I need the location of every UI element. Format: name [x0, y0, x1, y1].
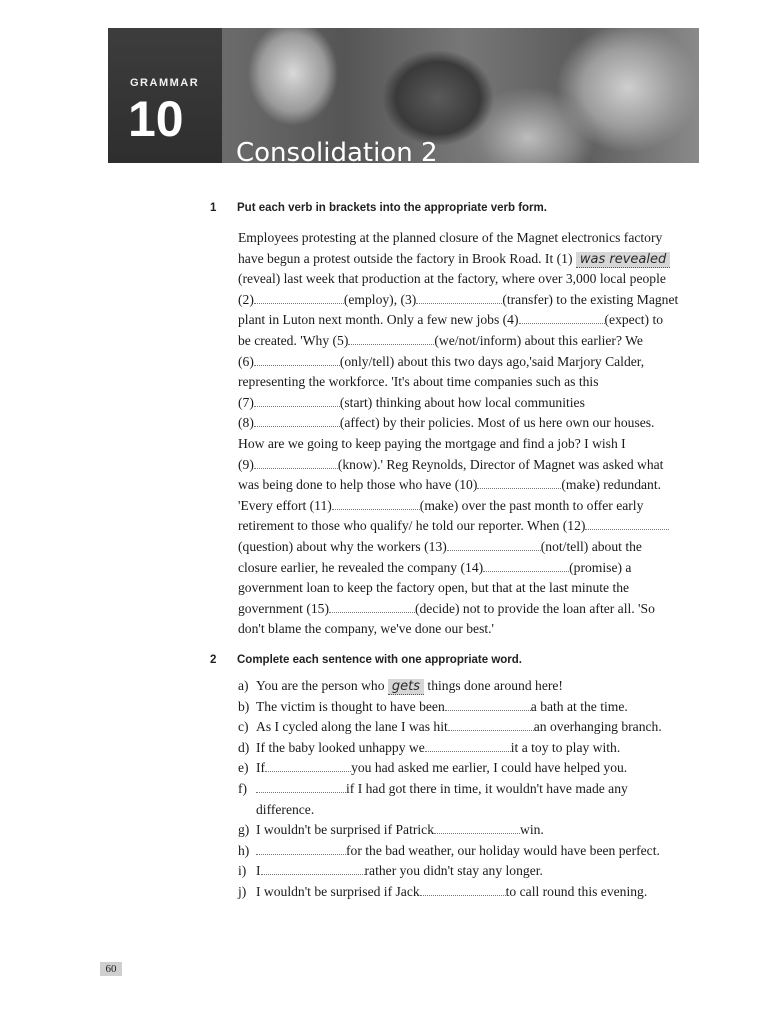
text-run: I: [256, 863, 261, 879]
answer-blank[interactable]: [445, 698, 531, 711]
answer-blank[interactable]: [425, 739, 511, 752]
paragraph-line: [238, 516, 700, 537]
text-run: government loan to keep the factory open, but that at the last minute the: [238, 580, 630, 596]
exercise-1-number: 1: [210, 202, 217, 214]
item-label: i): [238, 863, 247, 879]
answer-blank[interactable]: [483, 559, 569, 572]
answer-blank[interactable]: [256, 780, 346, 793]
text-run: an overhanging branch.: [533, 719, 662, 735]
text-run: 'Every effort (11): [238, 497, 332, 513]
text-run: have begun a protest outside the factory in Brook Road. It (1): [238, 250, 576, 266]
item-label: h): [238, 842, 250, 858]
text-run: (7): [238, 394, 254, 410]
text-run: As I cycled along the lane I was hit: [256, 719, 448, 735]
text-run: (we/not/inform) about this earlier? We: [434, 332, 643, 348]
text-run: for the bad weather, our holiday would have been perfect.: [346, 842, 660, 858]
paragraph-line: [238, 599, 700, 620]
text-run: (2): [238, 291, 254, 307]
exercise-1-text: [238, 228, 700, 640]
text-run: don't blame the company, we've done our best.': [238, 621, 494, 637]
paragraph-line: [238, 352, 700, 373]
text-run: (reveal) last week that production at the factory, where over 3,000 local people: [238, 271, 666, 287]
text-run: was being done to help those who have (10): [238, 477, 478, 493]
text-run: (make) redundant.: [561, 477, 662, 493]
item-label: b): [238, 698, 250, 714]
paragraph-line: [238, 558, 700, 579]
paragraph-line: [238, 475, 700, 496]
page-number: 60: [100, 962, 122, 976]
answer-blank[interactable]: [348, 332, 434, 345]
header-banner: [108, 28, 699, 163]
paragraph-line: [238, 228, 700, 249]
answer-blank[interactable]: [261, 862, 365, 875]
answer-blank[interactable]: [256, 842, 346, 855]
paragraph-line: [238, 269, 700, 290]
answer-blank[interactable]: [477, 476, 561, 489]
answer-blank[interactable]: [254, 353, 340, 366]
answer-blank[interactable]: [254, 456, 338, 469]
sentence-item: [238, 779, 700, 800]
sentence-item: [238, 861, 700, 882]
exercise-2-number: 2: [210, 654, 217, 666]
text-run: plant in Luton next month. Only a few new jobs (4): [238, 312, 519, 328]
text-run: (decide) not to provide the loan after all. 'So: [414, 600, 655, 616]
paragraph-line: [238, 290, 700, 311]
answer-blank[interactable]: [434, 821, 520, 834]
sentence-item: [238, 758, 700, 779]
text-run: a bath at the time.: [530, 698, 628, 714]
text-run: (start) thinking about how local communities: [339, 394, 585, 410]
paragraph-line: [238, 434, 700, 455]
text-run: (9): [238, 456, 254, 472]
text-run: I wouldn't be surprised if Jack: [256, 883, 420, 899]
answer-blank[interactable]: [585, 517, 669, 530]
item-label: e): [238, 760, 249, 776]
text-run: (8): [238, 415, 254, 431]
text-run: government (15): [238, 600, 329, 616]
exercise-2-list: [238, 676, 700, 903]
text-run: (promise) a: [569, 559, 632, 575]
paragraph-line: [238, 496, 700, 517]
text-run: I wouldn't be surprised if Patrick: [256, 822, 434, 838]
text-run: (6): [238, 353, 254, 369]
answer-blank[interactable]: [254, 394, 340, 407]
sentence-item: [238, 697, 700, 718]
example-answer-was-revealed: was revealed: [576, 252, 670, 268]
exercise-1-instruction: Put each verb in brackets into the appropriate verb form.: [237, 202, 547, 214]
paragraph-line: [238, 310, 700, 331]
text-run: you had asked me earlier, I could have helped you.: [351, 760, 628, 776]
text-run: difference.: [256, 801, 315, 817]
item-label: g): [238, 822, 250, 838]
text-run: representing the workforce. 'It's about time companies such as this: [238, 374, 599, 390]
answer-blank[interactable]: [420, 883, 506, 896]
paragraph-line: [238, 331, 700, 352]
text-run: (question) about why the workers (13): [238, 538, 447, 554]
answer-blank[interactable]: [519, 311, 605, 324]
text-run: rather you didn't stay any longer.: [364, 863, 543, 879]
text-run: (know).' Reg Reynolds, Director of Magnet was asked what: [337, 456, 664, 472]
sentence-item: [238, 676, 700, 697]
text-run: it a toy to play with.: [510, 739, 621, 755]
answer-blank[interactable]: [416, 291, 502, 304]
exercise-2-instruction: Complete each sentence with one appropriate word.: [237, 654, 523, 666]
paragraph-line: [238, 578, 700, 599]
answer-blank[interactable]: [447, 538, 541, 551]
paragraph-line: [238, 413, 700, 434]
text-run: (only/tell) about this two days ago,'said Marjory Calder,: [339, 353, 645, 369]
paragraph-line: [238, 249, 700, 270]
answer-blank[interactable]: [254, 291, 344, 304]
paragraph-line: [238, 619, 700, 640]
sentence-item: [238, 820, 700, 841]
sentence-item: [238, 800, 700, 821]
text-run: (transfer) to the existing Magnet: [502, 291, 679, 307]
text-run: things done around here!: [424, 678, 563, 693]
text-run: closure earlier, he revealed the company (14): [238, 559, 484, 575]
text-run: (employ), (3): [343, 291, 417, 307]
answer-blank[interactable]: [265, 759, 351, 772]
answer-blank[interactable]: [254, 414, 340, 427]
text-run: if I had got there in time, it wouldn't have made any: [346, 780, 628, 796]
item-label: a): [238, 678, 249, 693]
text-run: (expect) to: [604, 312, 664, 328]
item-label: d): [238, 739, 250, 755]
sentence-item: [238, 738, 700, 759]
text-run: win.: [520, 822, 544, 838]
text-run: (not/tell) about the: [540, 538, 642, 554]
unit-title: Consolidation 2: [236, 138, 438, 163]
answer-blank[interactable]: [329, 600, 415, 613]
text-run: If: [256, 760, 266, 776]
example-answer-gets: gets: [388, 679, 424, 695]
text-run: If the baby looked unhappy we: [256, 739, 425, 755]
section-kicker: GRAMMAR: [130, 77, 200, 89]
text-run: to call round this evening.: [505, 883, 648, 899]
text-run: be created. 'Why (5): [238, 332, 349, 348]
item-label: j): [238, 883, 247, 899]
sentence-item: [238, 717, 700, 738]
answer-blank[interactable]: [448, 718, 534, 731]
text-run: How are we going to keep paying the mortgage and find a job? I wish I: [238, 435, 626, 451]
text-run: (make) over the past month to offer early: [419, 497, 644, 513]
paragraph-line: [238, 455, 700, 476]
answer-blank[interactable]: [332, 497, 420, 510]
text-run: The victim is thought to have been: [256, 698, 445, 714]
item-label: c): [238, 719, 249, 735]
text-run: (affect) by their policies. Most of us here own our houses.: [339, 415, 655, 431]
unit-number: 10: [128, 91, 184, 147]
text-run: Employees protesting at the planned closure of the Magnet electronics factory: [238, 230, 663, 245]
sentence-item: [238, 841, 700, 862]
sentence-item: [238, 882, 700, 903]
text-run: retirement to those who qualify/ he told our reporter. When (12): [238, 518, 586, 534]
paragraph-line: [238, 372, 700, 393]
paragraph-line: [238, 537, 700, 558]
text-run: You are the person who: [256, 678, 388, 693]
item-label: f): [238, 780, 248, 796]
paragraph-line: [238, 393, 700, 414]
